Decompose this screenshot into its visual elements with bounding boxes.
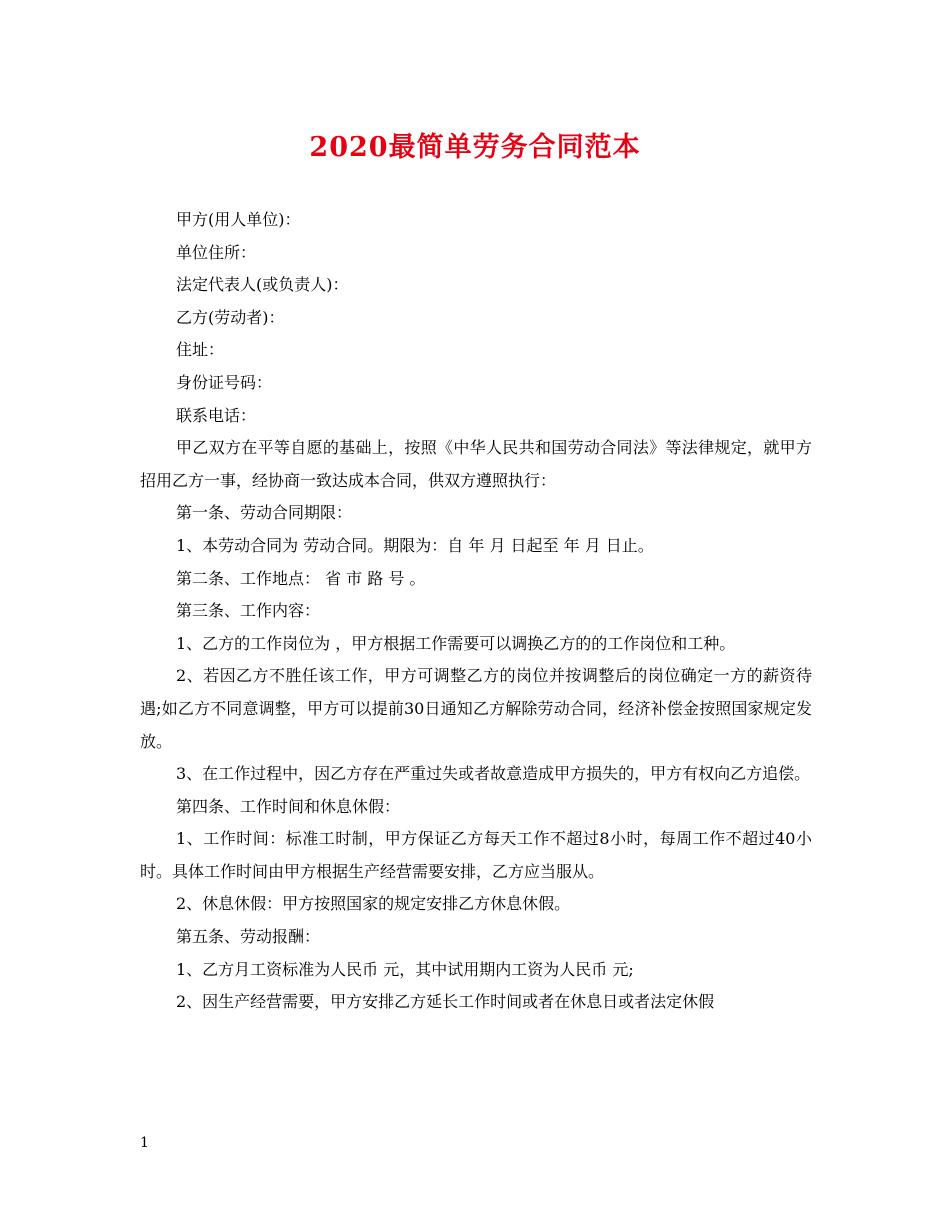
article-3-clause-3: 3、在工作过程中，因乙方存在严重过失或者故意造成甲方损失的，甲方有权向乙方追偿。	[176, 764, 811, 784]
party-a-label: 甲方(用人单位)：	[176, 210, 301, 229]
party-a-address-label: 单位住所：	[176, 242, 257, 262]
article-2-heading: 第二条、工作地点： 省 市 路 号 。	[176, 568, 426, 588]
document-title: 2020最简单劳务合同范本	[309, 132, 641, 163]
id-number-label: 身份证号码：	[176, 372, 273, 392]
article-3-clause-2: 2、若因乙方不胜任该工作，甲方可调整乙方的岗位并按调整后的岗位确定一方的薪资待遇;如乙方不同意调整，甲方可以提前30日通知乙方解除劳动合同，经济补偿金按照国家规定发放。	[140, 666, 812, 751]
document-body	[140, 204, 812, 1019]
phone-label: 联系电话：	[176, 405, 257, 425]
party-b-address-label: 住址：	[176, 340, 225, 360]
article-4-heading: 第四条、工作时间和休息休假：	[176, 796, 401, 816]
article-5-clause-1: 1、乙方月工资标准为人民币 元，其中试用期内工资为人民币 元;	[176, 959, 634, 979]
article-4-clause-1: 1、工作时间：标准工时制，甲方保证乙方每天工作不超过8小时，每周工作不超过40小时。具体工作时间由甲方根据生产经营需要安排，乙方应当服从。	[140, 829, 812, 881]
article-3-heading: 第三条、工作内容：	[176, 601, 321, 621]
article-5-clause-2: 2、因生产经营需要，甲方安排乙方延长工作时间或者在休息日或者法定休假	[176, 992, 715, 1012]
article-3-clause-1: 1、乙方的工作岗位为 ，甲方根据工作需要可以调换乙方的的工作岗位和工种。	[176, 633, 736, 653]
legal-representative-label: 法定代表人(或负责人)：	[176, 275, 349, 295]
party-b-label: 乙方(劳动者)：	[176, 307, 285, 327]
article-1-heading: 第一条、劳动合同期限：	[176, 503, 353, 523]
page-number: 1	[140, 1135, 149, 1151]
article-4-clause-2: 2、休息休假：甲方按照国家的规定安排乙方休息休假。	[176, 894, 571, 914]
preamble-paragraph: 甲乙双方在平等自愿的基础上，按照《中华人民共和国劳动合同法》等法律规定，就甲方招用乙方一事，经协商一致达成本合同，供双方遵照执行：	[140, 438, 812, 490]
article-5-heading: 第五条、劳动报酬：	[176, 927, 321, 947]
article-1-clause-1: 1、本劳动合同为 劳动合同。期限为：自 年 月 日起至 年 月 日止。	[176, 535, 654, 555]
